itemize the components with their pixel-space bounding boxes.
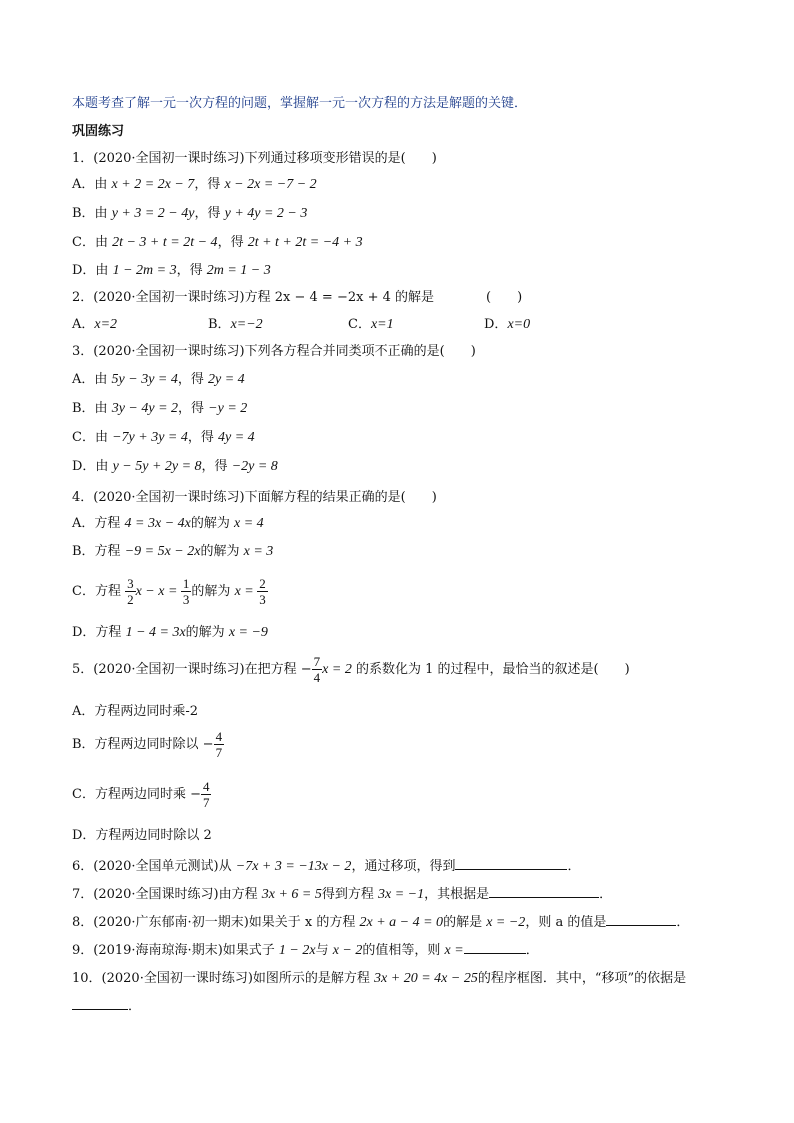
q4-option-d: D．方程 1 − 4 = 3x的解为 x = −9 [72,625,268,640]
answer-blank[interactable] [606,913,676,926]
question-6: 6．(2020·全国单元测试)从 −7x + 3 = −13x − 2，通过移项，得到 ． [72,859,581,874]
q2-option-b: B．x=−2 [208,317,263,332]
question-10: 10．(2020·全国初一课时练习)如图所示的是解方程 3x + 20 = 4x − 25的程序框图．其中，“移项”的依据是 [72,971,687,986]
fraction: $\frac{4}{7}$ [202,779,210,810]
q2-option-a: A．x=2 [72,317,118,332]
q4-option-b: B．方程 −9 = 5x − 2x的解为 x = 3 [72,544,274,559]
question-5-stem: 5．(2020·全国初一课时练习)在把方程 − $\frac{7}{4}$ x = 2 的系数化为 1 的过程中，最恰当的叙述是( ) [72,654,630,685]
fraction: $\frac{1}{3}$ [182,576,190,607]
answer-blank[interactable] [489,885,599,898]
q2-option-d: D．x=0 [484,317,531,332]
question-3-stem: 3．(2020·全国初一课时练习)下列各方程合并同类项不正确的是( ) [72,344,476,359]
question-4-stem: 4．(2020·全国初一课时练习)下面解方程的结果正确的是( ) [72,490,437,505]
q5-option-c: C．方程两边同时乘 − $\frac{4}{7}$ [72,779,210,810]
question-2-stem: 2．(2020·全国初一课时练习)方程 2x − 4 = −2x + 4 的解是 ( ) [72,290,523,305]
q1-option-d: D．由 1 − 2m = 3，得 2m = 1 − 3 [72,263,271,278]
q5-option-a: A．方程两边同时乘-2 [72,704,199,719]
question-10-answer-line: ． [72,997,141,1016]
fraction: $\frac{2}{3}$ [259,576,266,607]
q4-option-c: C．方程 $\frac{3}{2}$ x − x = $\frac{1}{3}$ 的解为 x = $\frac{2}{3}$ [72,576,266,607]
q5-option-d: D．方程两边同时除以 2 [72,828,212,843]
answer-blank[interactable] [464,941,526,954]
answer-blank[interactable] [455,857,567,870]
q3-option-c: C．由 −7y + 3y = 4，得 4y = 4 [72,430,255,445]
q2-option-c: C．x=1 [348,317,394,332]
question-8: 8．(2020·广东郁南·初一期末)如果关于 x 的方程 2x + a − 4 = 0的解是 x = −2，则 a 的值是 ． [72,915,690,930]
section-title: 巩固练习 [72,124,125,139]
fraction: $\frac{4}{7}$ [215,729,223,760]
intro-text: 本题考查了解一元一次方程的问题，掌握解一元一次方程的方法是解题的关键． [72,96,528,111]
answer-blank[interactable] [72,997,128,1010]
question-9: 9．(2019·海南琼海·期末)如果式子 1 − 2x与 x − 2的值相等，则 x = ． [72,943,539,958]
q1-option-a: A．由 x + 2 = 2x − 7，得 x − 2x = −7 − 2 [72,177,317,192]
q5-option-b: B．方程两边同时除以 − $\frac{4}{7}$ [72,729,223,760]
q4-option-a: A．方程 4 = 3x − 4x的解为 x = 4 [72,516,264,531]
q3-option-d: D．由 y − 5y + 2y = 8，得 −2y = 8 [72,459,278,474]
fraction: $\frac{7}{4}$ [313,654,321,685]
fraction: $\frac{3}{2}$ [127,576,134,607]
q3-option-a: A．由 5y − 3y = 4，得 2y = 4 [72,372,245,387]
question-7: 7．(2020·全国课时练习)由方程 3x + 6 = 5得到方程 3x = −1，其根据是 ． [72,887,613,902]
question-1-stem: 1．(2020·全国初一课时练习)下列通过移项变形错误的是( ) [72,151,437,166]
q1-option-b: B．由 y + 3 = 2 − 4y，得 y + 4y = 2 − 3 [72,206,308,221]
q1-option-c: C．由 2t − 3 + t = 2t − 4，得 2t + t + 2t = −4 + 3 [72,235,363,250]
q3-option-b: B．由 3y − 4y = 2，得 −y = 2 [72,401,248,416]
